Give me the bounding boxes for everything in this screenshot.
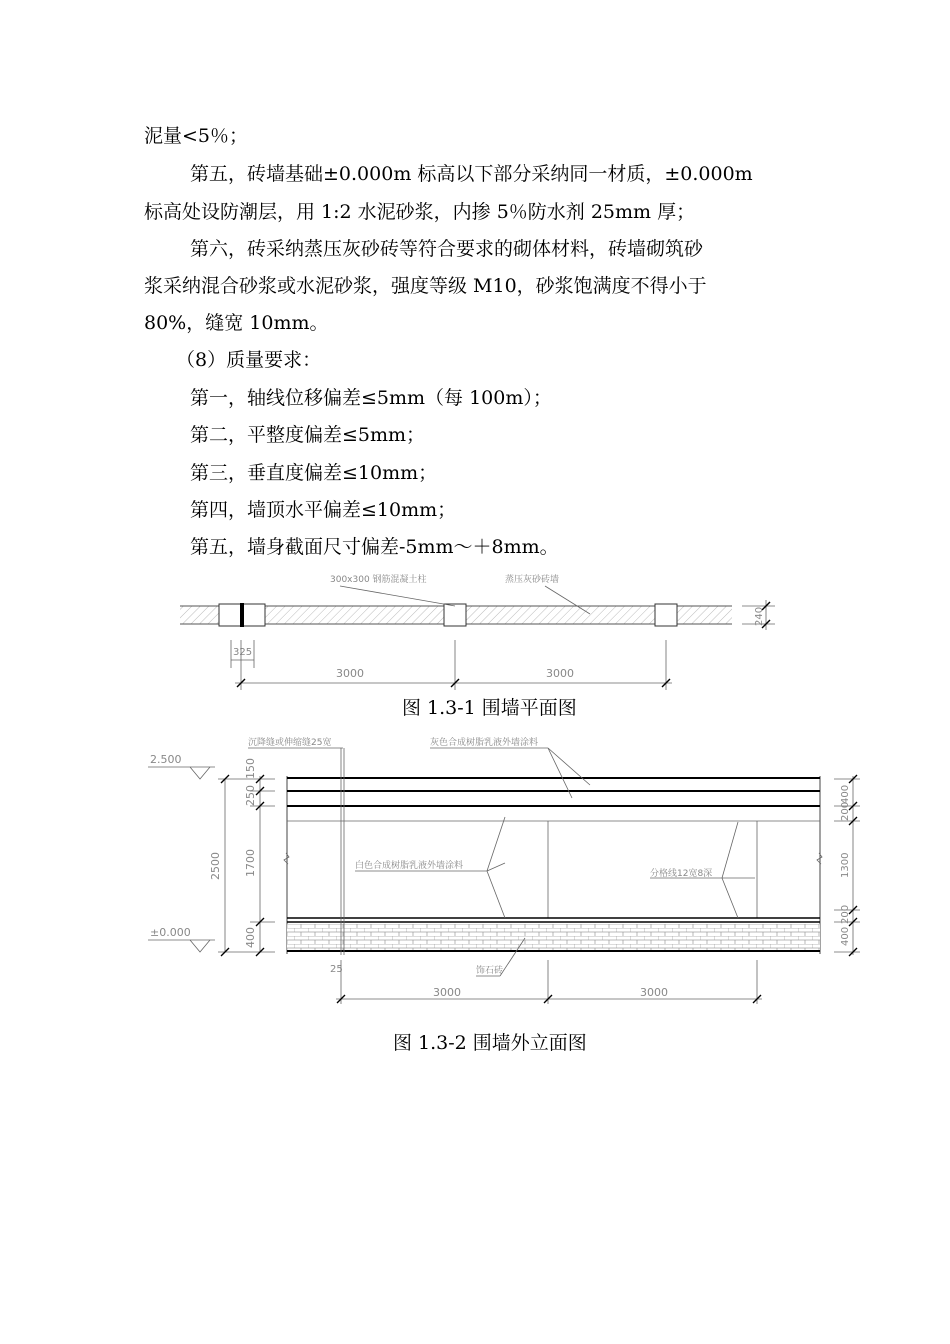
figure-caption: 图 1.3-2 围墙外立面图 <box>393 1032 587 1054</box>
column-label: 300x300 钢筋混凝土柱 <box>330 575 427 585</box>
paragraph-line: 80%，缝宽 10mm。 <box>144 312 329 334</box>
dim-1700: 1700 <box>244 849 257 877</box>
dim-joint-25: 25 <box>330 964 343 975</box>
wall-elevation-drawing <box>0 720 950 1020</box>
dim-right-1300: 1300 <box>840 852 851 878</box>
paragraph-line: 第一，轴线位移偏差≤5mm（每 100m）； <box>190 387 552 409</box>
dim-right-200-top: 200 <box>840 801 851 821</box>
dim-150: 150 <box>244 758 257 779</box>
column <box>655 604 677 626</box>
section-heading: （8）质量要求： <box>176 349 322 371</box>
dim-right-200-bottom: 200 <box>840 904 851 924</box>
figure-caption: 图 1.3-1 围墙平面图 <box>402 697 577 719</box>
dim-offset: 325 <box>233 647 253 658</box>
stone-label: 饰石砖 <box>476 966 504 976</box>
level-zero: ±0.000 <box>150 926 191 939</box>
paragraph-line: 第四，墙顶水平偏差≤10mm； <box>190 499 457 521</box>
wall-label: 蒸压灰砂砖墙 <box>505 575 560 585</box>
paragraph-line: 浆采纳混合砂浆或水泥砂浆，强度等级 M10，砂浆饱满度不得小于 <box>144 275 707 297</box>
level-top: 2.500 <box>150 753 182 766</box>
dim-right-400-bottom: 400 <box>840 926 851 946</box>
grey-paint-label: 灰色合成树脂乳液外墙涂料 <box>430 738 539 748</box>
white-paint-label: 白色合成树脂乳液外墙涂料 <box>355 861 464 871</box>
dim-span: 3000 <box>546 667 574 680</box>
column <box>444 604 466 626</box>
dim-250: 250 <box>244 785 257 806</box>
dim-span: 3000 <box>640 986 668 999</box>
dim-400-left: 400 <box>244 927 257 948</box>
dim-right-400-top: 400 <box>840 784 851 804</box>
stone-plinth <box>287 924 820 950</box>
paragraph-line: 泥量<5％； <box>144 125 249 147</box>
column <box>219 604 241 626</box>
paragraph-line: 第六，砖采纳蒸压灰砂砖等符合要求的砌体材料，砖墙砌筑砂 <box>190 238 704 260</box>
dim-span: 3000 <box>433 986 461 999</box>
dim-span: 3000 <box>336 667 364 680</box>
paragraph-line: 第二，平整度偏差≤5mm； <box>190 424 426 446</box>
paragraph-line: 第五，砖墙基础±0.000m 标高以下部分采纳同一材质，±0.000m <box>190 163 753 185</box>
column <box>243 604 265 626</box>
joint-label: 沉降缝或伸缩缝25宽 <box>248 738 332 748</box>
paragraph-line: 第三，垂直度偏差≤10mm； <box>190 462 438 484</box>
dim-thickness: 240 <box>754 606 765 626</box>
paragraph-line: 第五，墙身截面尺寸偏差-5mm～＋8mm。 <box>190 536 559 558</box>
paragraph-line: 标高处设防潮层，用 1:2 水泥砂浆，内掺 5％防水剂 25mm 厚； <box>144 201 696 223</box>
groove-label: 分格线12宽8深 <box>650 869 713 879</box>
dim-total: 2500 <box>209 852 222 880</box>
